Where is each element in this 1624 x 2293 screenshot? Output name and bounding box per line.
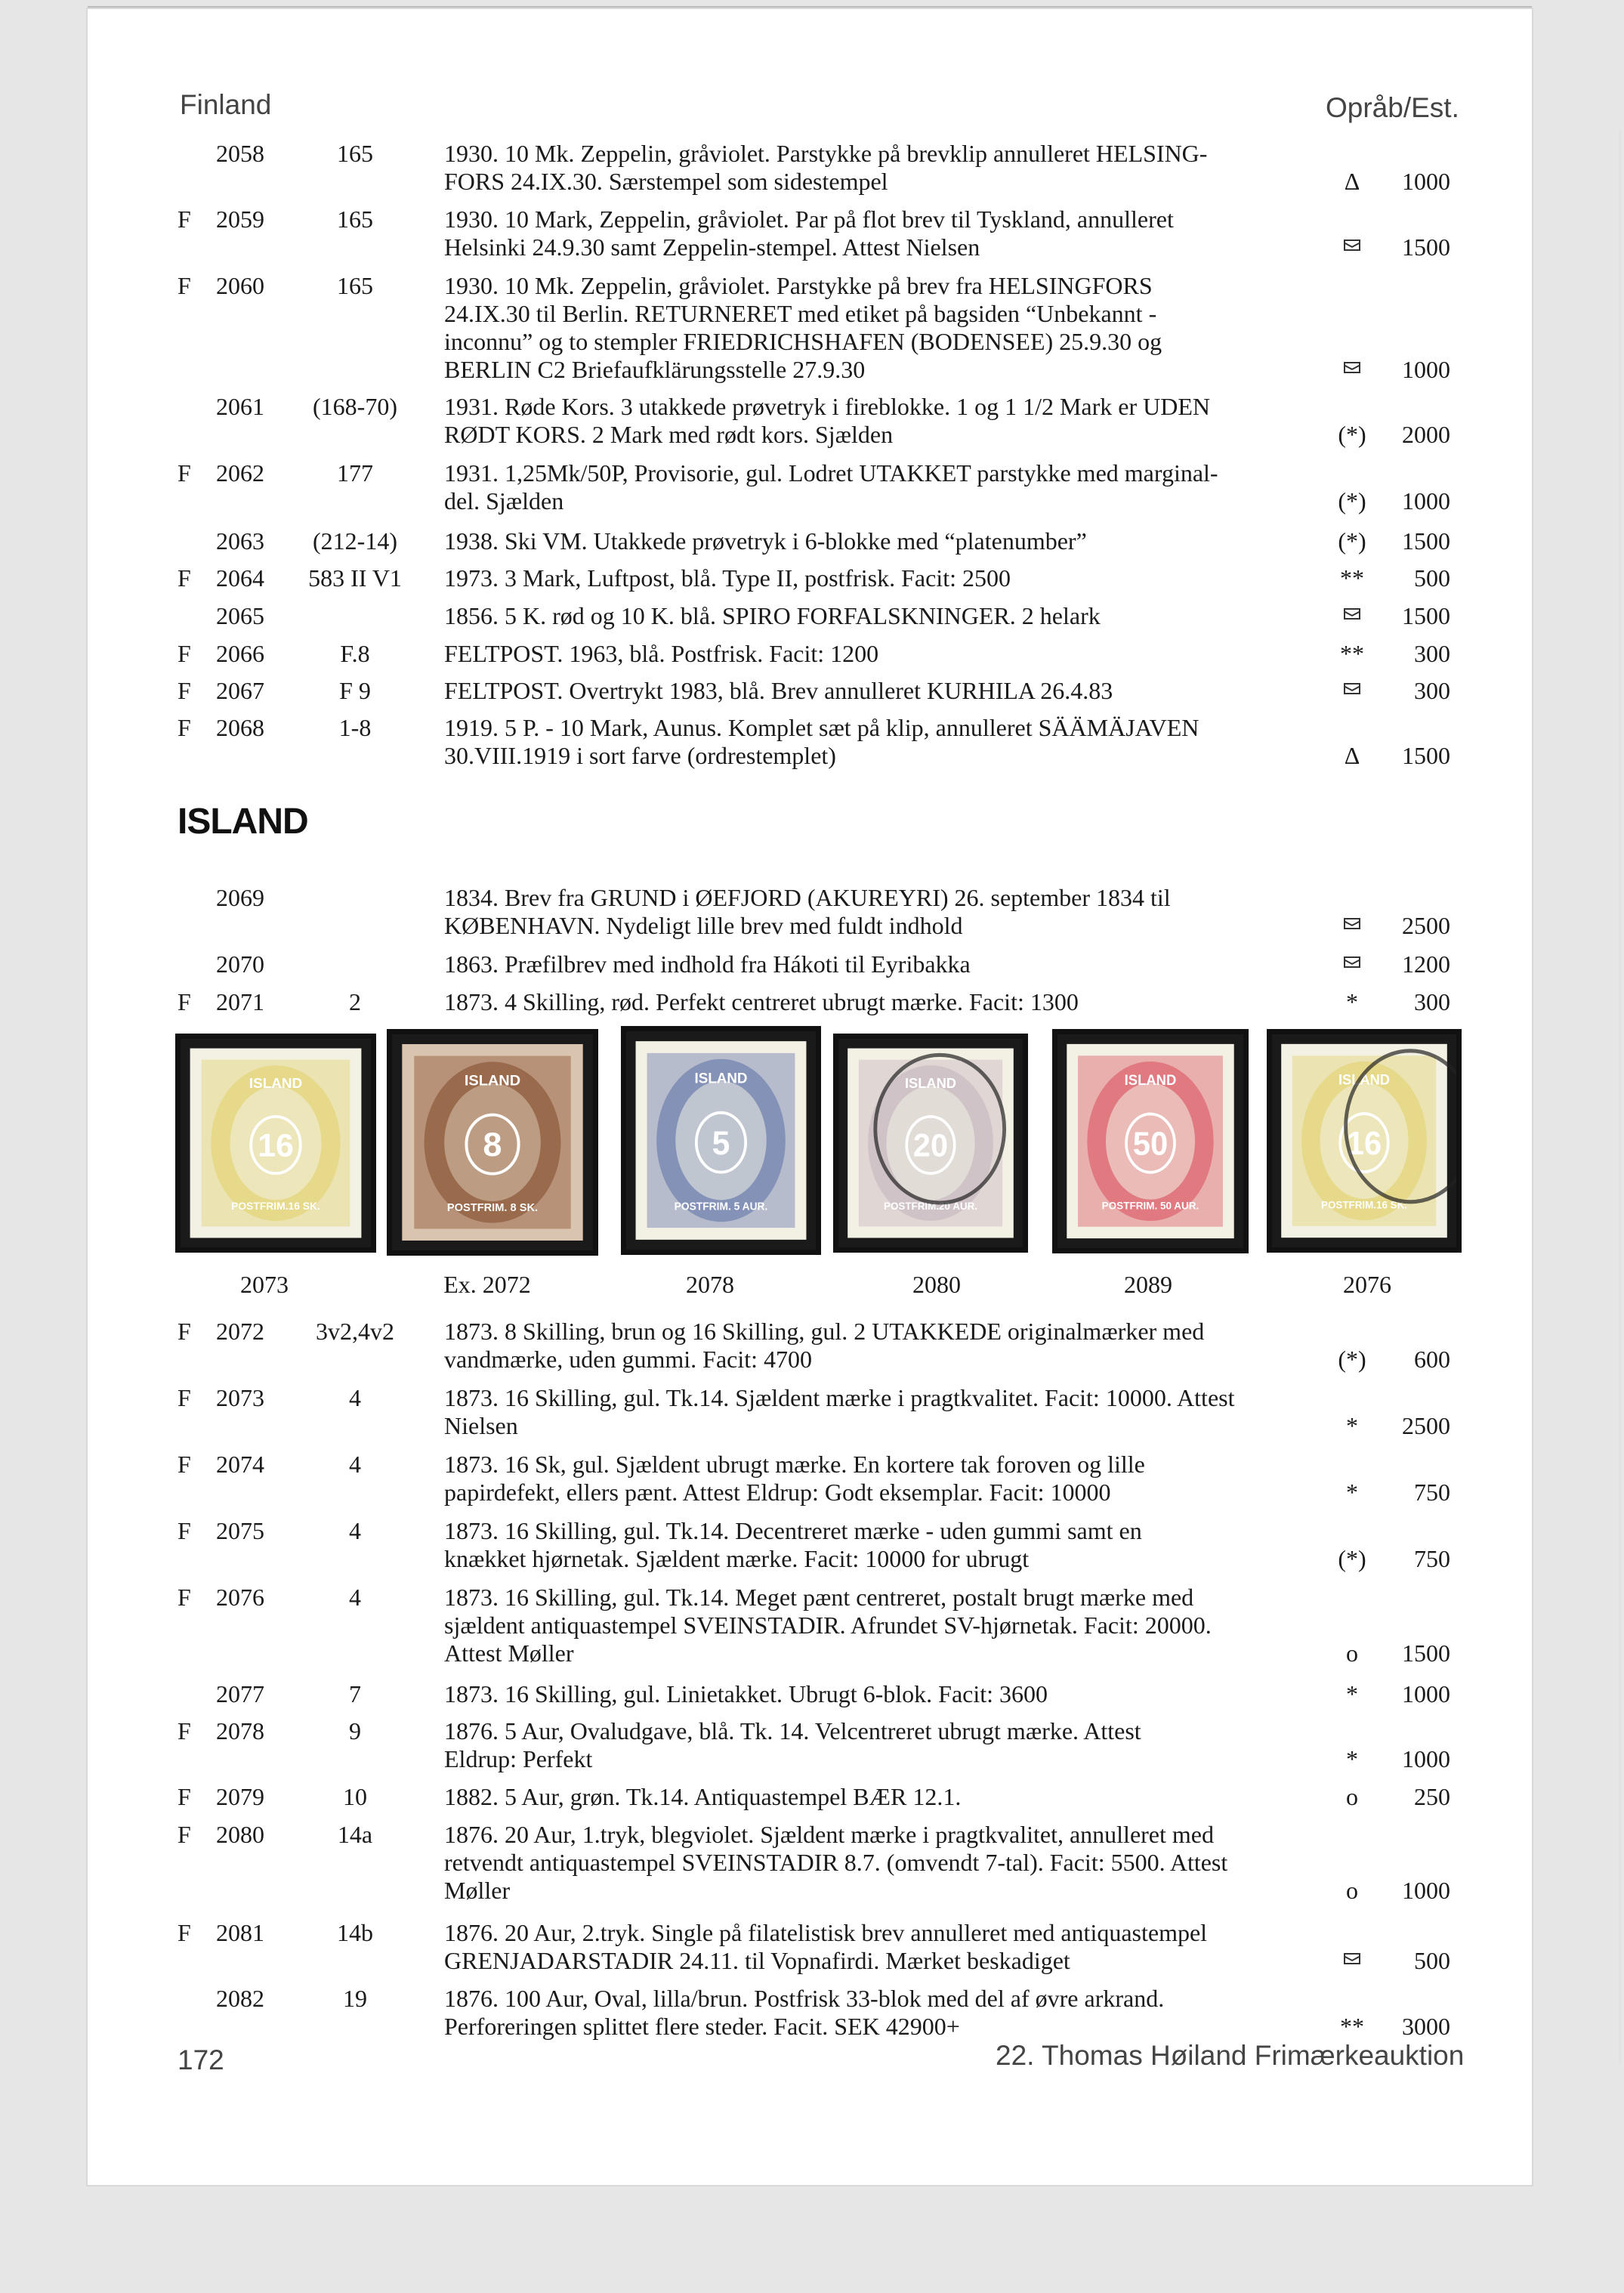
- estimate-price: 500: [1414, 1947, 1450, 1974]
- catalog-number: 10: [343, 1783, 367, 1810]
- lot-description: [444, 677, 1313, 705]
- cover-envelope-icon: [1326, 598, 1379, 626]
- estimate-price: 1000: [1402, 168, 1450, 195]
- lot-description: [444, 950, 1313, 978]
- lot-description: [444, 714, 1313, 770]
- lot-row: [0, 714, 1624, 770]
- description-line: 30.VIII.1919 i sort farve (ordrestemplet): [444, 742, 836, 769]
- condition-symbol: o: [1346, 1639, 1358, 1667]
- stamp-caption: 2076: [1343, 1271, 1391, 1298]
- estimate-price: 3000: [1402, 2013, 1450, 2040]
- description-line: 1973. 3 Mark, Luftpost, blå. Type II, postfrisk. Facit: 2500: [444, 564, 1011, 592]
- stamp-image: [1052, 1029, 1249, 1253]
- svg-text:ISLAND: ISLAND: [1338, 1071, 1391, 1088]
- lot-row: [0, 206, 1624, 261]
- lot-number: 2068: [216, 714, 264, 741]
- lot-description: [444, 1451, 1313, 1507]
- lot-flag: F: [178, 1919, 191, 1946]
- lot-flag: F: [178, 206, 191, 233]
- svg-text:POSTFRIM. 8 SK.: POSTFRIM. 8 SK.: [446, 1202, 539, 1214]
- description-line: Perforeringen splittet flere steder. Facit. SEK 42900+: [444, 2013, 960, 2040]
- lot-description: [444, 988, 1313, 1016]
- lot-row: [0, 1584, 1624, 1667]
- lot-flag: F: [178, 677, 191, 704]
- catalog-number: (168-70): [313, 393, 397, 420]
- description-line: 1873. 16 Skilling, gul. Tk.14. Decentreret mærke - uden gummi samt en: [444, 1517, 1142, 1544]
- estimate-price: 300: [1414, 677, 1450, 704]
- lot-flag: F: [178, 272, 191, 299]
- svg-text:POSTFRIM. 50 AUR.: POSTFRIM. 50 AUR.: [1101, 1199, 1199, 1212]
- lot-number: 2062: [216, 459, 264, 487]
- lot-number: 2078: [216, 1717, 264, 1744]
- description-line: Møller: [444, 1877, 511, 1904]
- lot-row: [0, 1783, 1624, 1811]
- stamp-image: [387, 1029, 598, 1256]
- lot-row: [0, 527, 1624, 555]
- condition-symbol: (*): [1338, 421, 1366, 448]
- lot-flag: F: [178, 1384, 191, 1411]
- lot-number: 2063: [216, 527, 264, 555]
- lot-number: 2069: [216, 884, 264, 911]
- estimate-price: 1000: [1402, 1877, 1450, 1904]
- lot-row: [0, 1821, 1624, 1905]
- lot-flag: F: [178, 1783, 191, 1810]
- auction-title: 22. Thomas Høiland Frimærkeauktion: [996, 2040, 1465, 2071]
- lot-row: [0, 1680, 1624, 1708]
- catalog-number: 4: [349, 1384, 361, 1411]
- section-title-island: ISLAND: [178, 802, 308, 842]
- catalog-number: 177: [337, 459, 373, 487]
- lot-flag: F: [178, 1451, 191, 1478]
- description-line: inconnu” og to stempler FRIEDRICHSHAFEN (BODENSEE) 25.9.30 og: [444, 328, 1162, 355]
- description-line: FORS 24.IX.30. Særstempel som sidestempel: [444, 168, 888, 195]
- lot-number: 2077: [216, 1680, 264, 1707]
- description-line: 1931. 1,25Mk/50P, Provisorie, gul. Lodret UTAKKET parstykke med marginal-: [444, 459, 1218, 487]
- page-number: 172: [178, 2044, 224, 2075]
- lot-number: 2064: [216, 564, 264, 592]
- lot-flag: F: [178, 988, 191, 1015]
- lot-number: 2071: [216, 988, 264, 1015]
- description-line: BERLIN C2 Briefaufklärungsstelle 27.9.30: [444, 356, 866, 383]
- description-line: 1876. 20 Aur, 2.tryk. Single på filatelistisk brev annulleret med antiquastempel: [444, 1919, 1208, 1946]
- lot-row: [0, 677, 1624, 705]
- condition-symbol: (*): [1338, 487, 1366, 515]
- stamp-image: [833, 1034, 1028, 1253]
- condition-symbol: *: [1346, 1479, 1358, 1506]
- lot-number: 2074: [216, 1451, 264, 1478]
- lot-description: [444, 1384, 1313, 1440]
- estimate-price: 1500: [1402, 742, 1450, 769]
- description-line: 1930. 10 Mk. Zeppelin, gråviolet. Parstykke på brevklip annulleret HELSING-: [444, 140, 1208, 167]
- description-line: 1876. 5 Aur, Ovaludgave, blå. Tk. 14. Velcentreret ubrugt mærke. Attest: [444, 1717, 1141, 1744]
- lot-number: 2081: [216, 1919, 264, 1946]
- cover-envelope-icon: [1326, 946, 1379, 974]
- lot-description: [444, 1985, 1313, 2041]
- description-line: papirdefekt, ellers pænt. Attest Eldrup: Godt eksemplar. Facit: 10000: [444, 1479, 1111, 1506]
- lot-number: 2066: [216, 640, 264, 667]
- estimate-price: 300: [1414, 640, 1450, 667]
- catalog-number: 14a: [337, 1821, 373, 1848]
- lot-description: [444, 640, 1313, 668]
- lot-row: [0, 1517, 1624, 1573]
- lot-flag: F: [178, 714, 191, 741]
- lot-number: 2073: [216, 1384, 264, 1411]
- catalog-number: 165: [337, 206, 373, 233]
- cover-envelope-icon: [1326, 907, 1379, 935]
- lot-row: [0, 459, 1624, 515]
- stamp-image: [621, 1026, 821, 1255]
- svg-text:ISLAND: ISLAND: [1124, 1071, 1177, 1088]
- condition-symbol: *: [1346, 1412, 1358, 1439]
- estimate-price: 1500: [1402, 602, 1450, 629]
- lot-description: [444, 1919, 1313, 1975]
- description-line: 1873. 16 Skilling, gul. Tk.14. Meget pænt centreret, postalt brugt mærke med: [444, 1584, 1194, 1611]
- catalog-number: 583 II V1: [308, 564, 402, 592]
- description-line: KØBENHAVN. Nydeligt lille brev med fuldt indhold: [444, 912, 963, 939]
- lot-description: [444, 140, 1313, 196]
- estimate-price: 1500: [1402, 233, 1450, 261]
- lot-row: [0, 988, 1624, 1016]
- description-line: 1856. 5 K. rød og 10 K. blå. SPIRO FORFALSKNINGER. 2 helark: [444, 602, 1101, 629]
- catalog-number: (212-14): [313, 527, 397, 555]
- lot-flag: F: [178, 1318, 191, 1345]
- envelope-icon: [1344, 608, 1360, 620]
- lot-description: [444, 1680, 1313, 1708]
- description-line: Helsinki 24.9.30 samt Zeppelin-stempel. Attest Nielsen: [444, 233, 980, 261]
- catalog-number: 4: [349, 1584, 361, 1611]
- svg-text:ISLAND: ISLAND: [249, 1075, 303, 1092]
- lot-description: [444, 1821, 1313, 1905]
- svg-text:ISLAND: ISLAND: [904, 1075, 957, 1092]
- envelope-icon: [1344, 683, 1360, 694]
- lot-description: [444, 272, 1313, 384]
- lot-description: [444, 1783, 1313, 1811]
- lot-description: [444, 564, 1313, 592]
- lot-description: [444, 459, 1313, 515]
- lot-number: 2080: [216, 1821, 264, 1848]
- lot-row: [0, 950, 1624, 978]
- lot-row: [0, 1985, 1624, 2041]
- description-line: 1876. 20 Aur, 1.tryk, blegviolet. Sjældent mærke i pragtkvalitet, annulleret med: [444, 1821, 1214, 1848]
- description-line: 1931. Røde Kors. 3 utakkede prøvetryk i fireblokke. 1 og 1 1/2 Mark er UDEN: [444, 393, 1210, 420]
- stamp-caption: 2078: [686, 1271, 734, 1298]
- lot-flag: F: [178, 1517, 191, 1544]
- condition-symbol: (*): [1338, 1346, 1366, 1373]
- catalog-number: 2: [349, 988, 361, 1015]
- lot-description: [444, 527, 1313, 555]
- description-line: 1873. 16 Sk, gul. Sjældent ubrugt mærke. En kortere tak foroven og lille: [444, 1451, 1145, 1478]
- catalog-number: 14b: [337, 1919, 373, 1946]
- catalog-number: 19: [343, 1985, 367, 2012]
- envelope-icon: [1344, 362, 1360, 373]
- lot-number: 2058: [216, 140, 264, 167]
- description-line: FELTPOST. 1963, blå. Postfrisk. Facit: 1200: [444, 640, 879, 667]
- catalog-number: 165: [337, 140, 373, 167]
- description-line: 1863. Præfilbrev med indhold fra Hákoti til Eyribakka: [444, 950, 971, 978]
- description-line: 1919. 5 P. - 10 Mark, Aunus. Komplet sæt på klip, annulleret SÄÄMÄJAVEN: [444, 714, 1199, 741]
- catalog-number: 165: [337, 272, 373, 299]
- description-line: 1938. Ski VM. Utakkede prøvetryk i 6-blokke med “platenumber”: [444, 527, 1087, 555]
- lot-description: [444, 206, 1313, 261]
- envelope-icon: [1344, 239, 1360, 251]
- lot-number: 2070: [216, 950, 264, 978]
- description-line: FELTPOST. Overtrykt 1983, blå. Brev annulleret KURHILA 26.4.83: [444, 677, 1113, 704]
- lot-description: [444, 1318, 1313, 1374]
- lot-flag: F: [178, 640, 191, 667]
- description-line: 1873. 16 Skilling, gul. Tk.14. Sjældent mærke i pragtkvalitet. Facit: 10000. Attest: [444, 1384, 1235, 1411]
- estimate-price: 1200: [1402, 950, 1450, 978]
- envelope-icon: [1344, 1953, 1360, 1964]
- lot-row: [0, 1451, 1624, 1507]
- lot-description: [444, 884, 1313, 940]
- description-line: RØDT KORS. 2 Mark med rødt kors. Sjælden: [444, 421, 894, 448]
- svg-text:POSTFRIM.16 SK.: POSTFRIM.16 SK.: [231, 1199, 320, 1212]
- description-line: 1882. 5 Aur, grøn. Tk.14. Antiquastempel BÆR 12.1.: [444, 1783, 962, 1810]
- condition-symbol: *: [1346, 1745, 1358, 1772]
- cover-envelope-icon: [1326, 229, 1379, 257]
- svg-text:ISLAND: ISLAND: [694, 1070, 748, 1087]
- stamp-image: [1267, 1029, 1462, 1253]
- estimate-price: 1000: [1402, 1680, 1450, 1707]
- description-line: Nielsen: [444, 1412, 518, 1439]
- estimate-price: 250: [1414, 1783, 1450, 1810]
- lot-row: [0, 1717, 1624, 1773]
- svg-text:50: 50: [1132, 1125, 1169, 1163]
- estimate-price: 2000: [1402, 421, 1450, 448]
- description-line: knækket hjørnetak. Sjældent mærke. Facit: 10000 for ubrugt: [444, 1545, 1030, 1572]
- description-line: del. Sjælden: [444, 487, 564, 515]
- stamp-image: [175, 1034, 376, 1253]
- condition-symbol: (*): [1338, 1545, 1366, 1572]
- condition-symbol: **: [1340, 640, 1364, 667]
- svg-text:16: 16: [258, 1127, 294, 1164]
- stamp-caption: Ex. 2072: [443, 1271, 531, 1298]
- svg-text:20: 20: [912, 1127, 949, 1163]
- lot-number: 2061: [216, 393, 264, 420]
- lot-row: [0, 393, 1624, 449]
- lot-row: [0, 1318, 1624, 1374]
- condition-symbol: *: [1346, 988, 1358, 1015]
- description-line: sjældent antiquastempel SVEINSTADIR. Afrundet SV-hjørnetak. Facit: 20000.: [444, 1612, 1212, 1639]
- svg-text:POSTFRIM.16 SK.: POSTFRIM.16 SK.: [1321, 1199, 1407, 1211]
- condition-symbol: **: [1340, 564, 1364, 592]
- catalog-number: 3v2,4v2: [316, 1318, 394, 1345]
- svg-text:POSTFRIM. 5 AUR.: POSTFRIM. 5 AUR.: [674, 1200, 768, 1213]
- catalog-number: F.8: [340, 640, 370, 667]
- svg-text:5: 5: [712, 1124, 730, 1163]
- estimate-price: 1000: [1402, 356, 1450, 383]
- condition-symbol: *: [1346, 1680, 1358, 1707]
- description-line: Attest Møller: [444, 1639, 574, 1667]
- lot-flag: F: [178, 1821, 191, 1848]
- lot-number: 2059: [216, 206, 264, 233]
- estimate-price: 1500: [1402, 527, 1450, 555]
- description-line: Eldrup: Perfekt: [444, 1745, 593, 1772]
- estimate-price: 750: [1414, 1479, 1450, 1506]
- estimate-price: 2500: [1402, 912, 1450, 939]
- condition-symbol: Δ: [1344, 742, 1360, 769]
- svg-text:16: 16: [1346, 1125, 1382, 1163]
- cover-envelope-icon: [1326, 351, 1379, 379]
- estimate-price: 300: [1414, 988, 1450, 1015]
- lot-number: 2065: [216, 602, 264, 629]
- catalog-number: 7: [349, 1680, 361, 1707]
- estimate-price: 1500: [1402, 1639, 1450, 1667]
- lot-row: [0, 602, 1624, 630]
- estimate-price: 600: [1414, 1346, 1450, 1373]
- condition-symbol: o: [1346, 1783, 1358, 1810]
- lot-number: 2075: [216, 1517, 264, 1544]
- lot-flag: F: [178, 1717, 191, 1744]
- description-line: GRENJADARSTADIR 24.11. til Vopnafirdi. Mærket beskadiget: [444, 1947, 1070, 1974]
- lot-flag: F: [178, 564, 191, 592]
- lot-description: [444, 1717, 1313, 1773]
- lot-flag: F: [178, 1584, 191, 1611]
- lot-number: 2082: [216, 1985, 264, 2012]
- catalog-number: 4: [349, 1517, 361, 1544]
- lot-row: [0, 564, 1624, 592]
- estimate-price: 1000: [1402, 1745, 1450, 1772]
- description-line: 1873. 4 Skilling, rød. Perfekt centreret ubrugt mærke. Facit: 1300: [444, 988, 1079, 1015]
- stamp-caption: 2089: [1124, 1271, 1172, 1298]
- catalog-number: 4: [349, 1451, 361, 1478]
- description-line: retvendt antiquastempel SVEINSTADIR 8.7. (omvendt 7-tal). Facit: 5500. Attest: [444, 1849, 1228, 1876]
- description-line: 24.IX.30 til Berlin. RETURNERET med etiket på bagsiden “Unbekannt -: [444, 300, 1157, 327]
- lot-number: 2067: [216, 677, 264, 704]
- lot-number: 2060: [216, 272, 264, 299]
- description-line: vandmærke, uden gummi. Facit: 4700: [444, 1346, 813, 1373]
- stamp-caption: 2080: [912, 1271, 961, 1298]
- lot-row: [0, 884, 1624, 940]
- lot-row: [0, 640, 1624, 668]
- condition-symbol: (*): [1338, 527, 1366, 555]
- lot-flag: F: [178, 459, 191, 487]
- stamp-caption: 2073: [240, 1271, 289, 1298]
- price-column-header: Opråb/Est.: [1326, 92, 1459, 123]
- estimate-price: 750: [1414, 1545, 1450, 1572]
- description-line: 1876. 100 Aur, Oval, lilla/brun. Postfrisk 33-blok med del af øvre arkrand.: [444, 1985, 1165, 2012]
- cover-envelope-icon: [1326, 1942, 1379, 1970]
- country-header: Finland: [180, 89, 272, 120]
- svg-text:ISLAND: ISLAND: [464, 1072, 521, 1089]
- catalog-number: 9: [349, 1717, 361, 1744]
- cover-envelope-icon: [1326, 672, 1379, 700]
- svg-text:POSTFRIM.20 AUR.: POSTFRIM.20 AUR.: [883, 1200, 978, 1212]
- lot-row: [0, 140, 1624, 196]
- envelope-icon: [1344, 956, 1360, 968]
- lot-row: [0, 272, 1624, 384]
- catalog-number: F 9: [339, 677, 371, 704]
- description-line: 1834. Brev fra GRUND i ØEFJORD (AKUREYRI) 26. september 1834 til: [444, 884, 1171, 911]
- lot-row: [0, 1919, 1624, 1975]
- description-line: 1930. 10 Mark, Zeppelin, gråviolet. Par på flot brev til Tyskland, annulleret: [444, 206, 1174, 233]
- description-line: 1873. 16 Skilling, gul. Linietakket. Ubrugt 6-blok. Facit: 3600: [444, 1680, 1048, 1707]
- lot-number: 2079: [216, 1783, 264, 1810]
- estimate-price: 1000: [1402, 487, 1450, 515]
- lot-description: [444, 602, 1313, 630]
- description-line: 1873. 8 Skilling, brun og 16 Skilling, gul. 2 UTAKKEDE originalmærker med: [444, 1318, 1205, 1345]
- lot-row: [0, 1384, 1624, 1440]
- description-line: 1930. 10 Mk. Zeppelin, gråviolet. Parstykke på brev fra HELSINGFORS: [444, 272, 1153, 299]
- lot-description: [444, 1584, 1313, 1667]
- lot-description: [444, 393, 1313, 449]
- lot-description: [444, 1517, 1313, 1573]
- condition-symbol: o: [1346, 1877, 1358, 1904]
- condition-symbol: **: [1340, 2013, 1364, 2040]
- lot-number: 2072: [216, 1318, 264, 1345]
- estimate-price: 500: [1414, 564, 1450, 592]
- svg-text:8: 8: [483, 1126, 502, 1164]
- catalog-number: 1-8: [338, 714, 372, 741]
- condition-symbol: Δ: [1344, 168, 1360, 195]
- envelope-icon: [1344, 918, 1360, 929]
- estimate-price: 2500: [1402, 1412, 1450, 1439]
- lot-number: 2076: [216, 1584, 264, 1611]
